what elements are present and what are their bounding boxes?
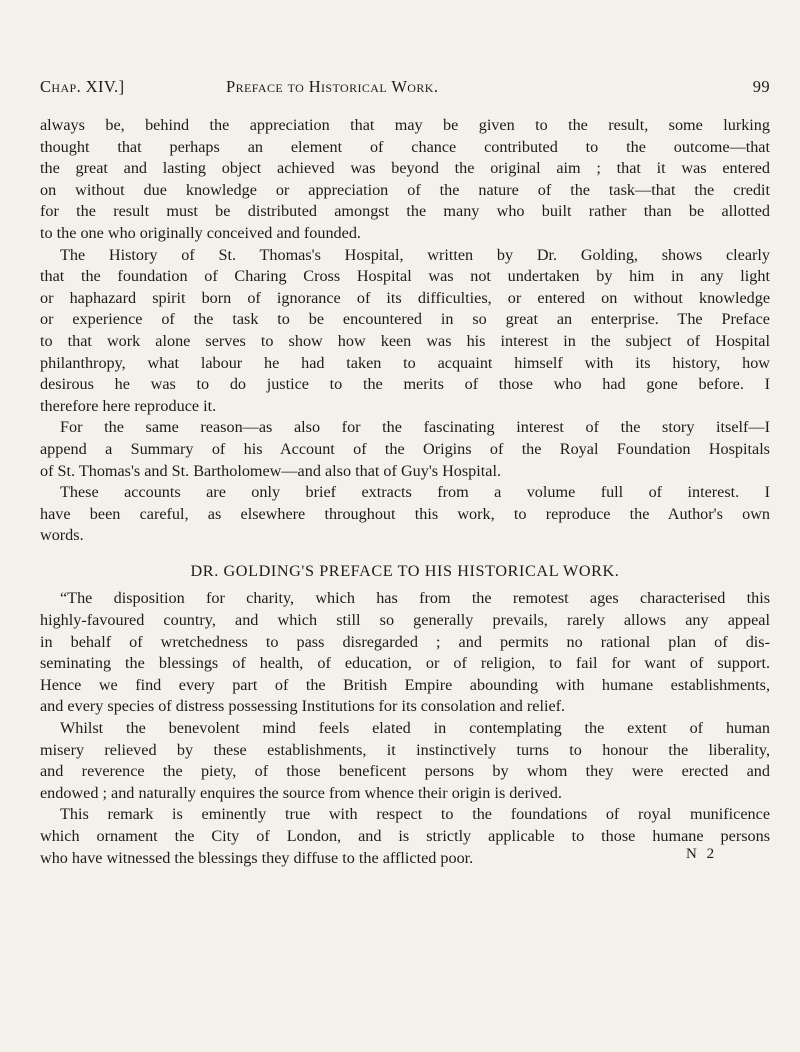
page-number: 99 (752, 77, 770, 96)
text-line: and every species of distress possessing Institutions for its consolation and relief. (40, 697, 566, 716)
text-line: words. (40, 526, 84, 545)
paragraph (40, 245, 770, 418)
text-line: the great and lasting object achieved was beyond the original aim ; that it was entered (40, 159, 770, 178)
paragraph (40, 115, 770, 245)
section-heading: DR. GOLDING'S PREFACE TO HIS HISTORICAL WORK. (190, 561, 620, 580)
paragraph (40, 417, 770, 482)
text-line: in behalf of wretchedness to pass disregarded ; and permits no rational plan of dis- (40, 632, 770, 651)
running-title: Preface to Historical Work. (226, 77, 439, 96)
text-line: Hence we find every part of the British Empire abounding with humane establishments, (40, 675, 770, 694)
text-line: for the result must be distributed amongst the many who built rather than be allotted (40, 202, 770, 221)
text-line: Whilst the benevolent mind feels elated in contemplating the extent of human (60, 719, 770, 738)
text-line: desirous he was to do justice to the merits of those who had gone before. I (40, 375, 770, 394)
body-text (40, 115, 770, 869)
text-line: For the same reason—as also for the fascinating interest of the story itself—I (60, 418, 770, 437)
paragraph (40, 482, 770, 547)
text-line: thought that perhaps an element of chance contributed to the outcome—that (40, 137, 770, 156)
text-line: always be, behind the appreciation that may be given to the result, some lurking (40, 116, 770, 134)
paragraph (40, 588, 770, 718)
text-line: seminating the blessings of health, of education, or of religion, to fail for want of support. (40, 654, 770, 673)
text-line: philanthropy, what labour he had taken to acquaint himself with its history, how (40, 353, 770, 372)
text-line: “The disposition for charity, which has from the remotest ages characterised this (60, 589, 770, 608)
text-line: These accounts are only brief extracts from a volume full of interest. I (60, 483, 770, 502)
text-line: misery relieved by these establishments, it instinctively turns to honour the liberality, (40, 740, 770, 759)
running-head (40, 77, 770, 99)
text-line: or experience of the task to be encountered in so great an enterprise. The Preface (40, 310, 770, 329)
text-line: This remark is eminently true with respect to the foundations of royal munificence (60, 805, 770, 824)
text-line: append a Summary of his Account of the Origins of the Royal Foundation Hospitals (40, 439, 770, 458)
text-line: on without due knowledge or appreciation of the nature of the task—that the credit (40, 180, 770, 199)
text-line: or haphazard spirit born of ignorance of its difficulties, or entered on without knowledge (40, 288, 770, 307)
text-line: and reverence the piety, of those beneficent persons by whom they were erected and (40, 762, 770, 781)
paragraph (40, 718, 770, 804)
text-line: that the foundation of Charing Cross Hospital was not undertaken by him in any light (40, 267, 770, 286)
text-line: which ornament the City of London, and is strictly applicable to those humane persons (40, 827, 770, 845)
text-line: endowed ; and naturally enquires the source from whence their origin is derived. (40, 783, 562, 802)
text-line: to the one who originally conceived and founded. (40, 223, 361, 242)
text-line: have been careful, as elsewhere throughout this work, to reproduce the Author's own (40, 504, 770, 523)
paragraph (40, 804, 770, 869)
text-line: to that work alone serves to show how keen was his interest in the subject of Hospital (40, 331, 770, 350)
text-line: who have witnessed the blessings they diffuse to the afflicted poor. (40, 848, 474, 867)
text-line: The History of St. Thomas's Hospital, written by Dr. Golding, shows clearly (60, 245, 770, 264)
signature-mark: N 2 (686, 846, 718, 862)
text-line: therefore here reproduce it. (40, 396, 217, 415)
text-line: highly-favoured country, and which still so generally prevails, rarely allows any appeal (40, 611, 770, 630)
chapter-label: Chap. XIV.] (40, 77, 125, 96)
text-line: of St. Thomas's and St. Bartholomew—and also that of Guy's Hospital. (40, 461, 501, 480)
